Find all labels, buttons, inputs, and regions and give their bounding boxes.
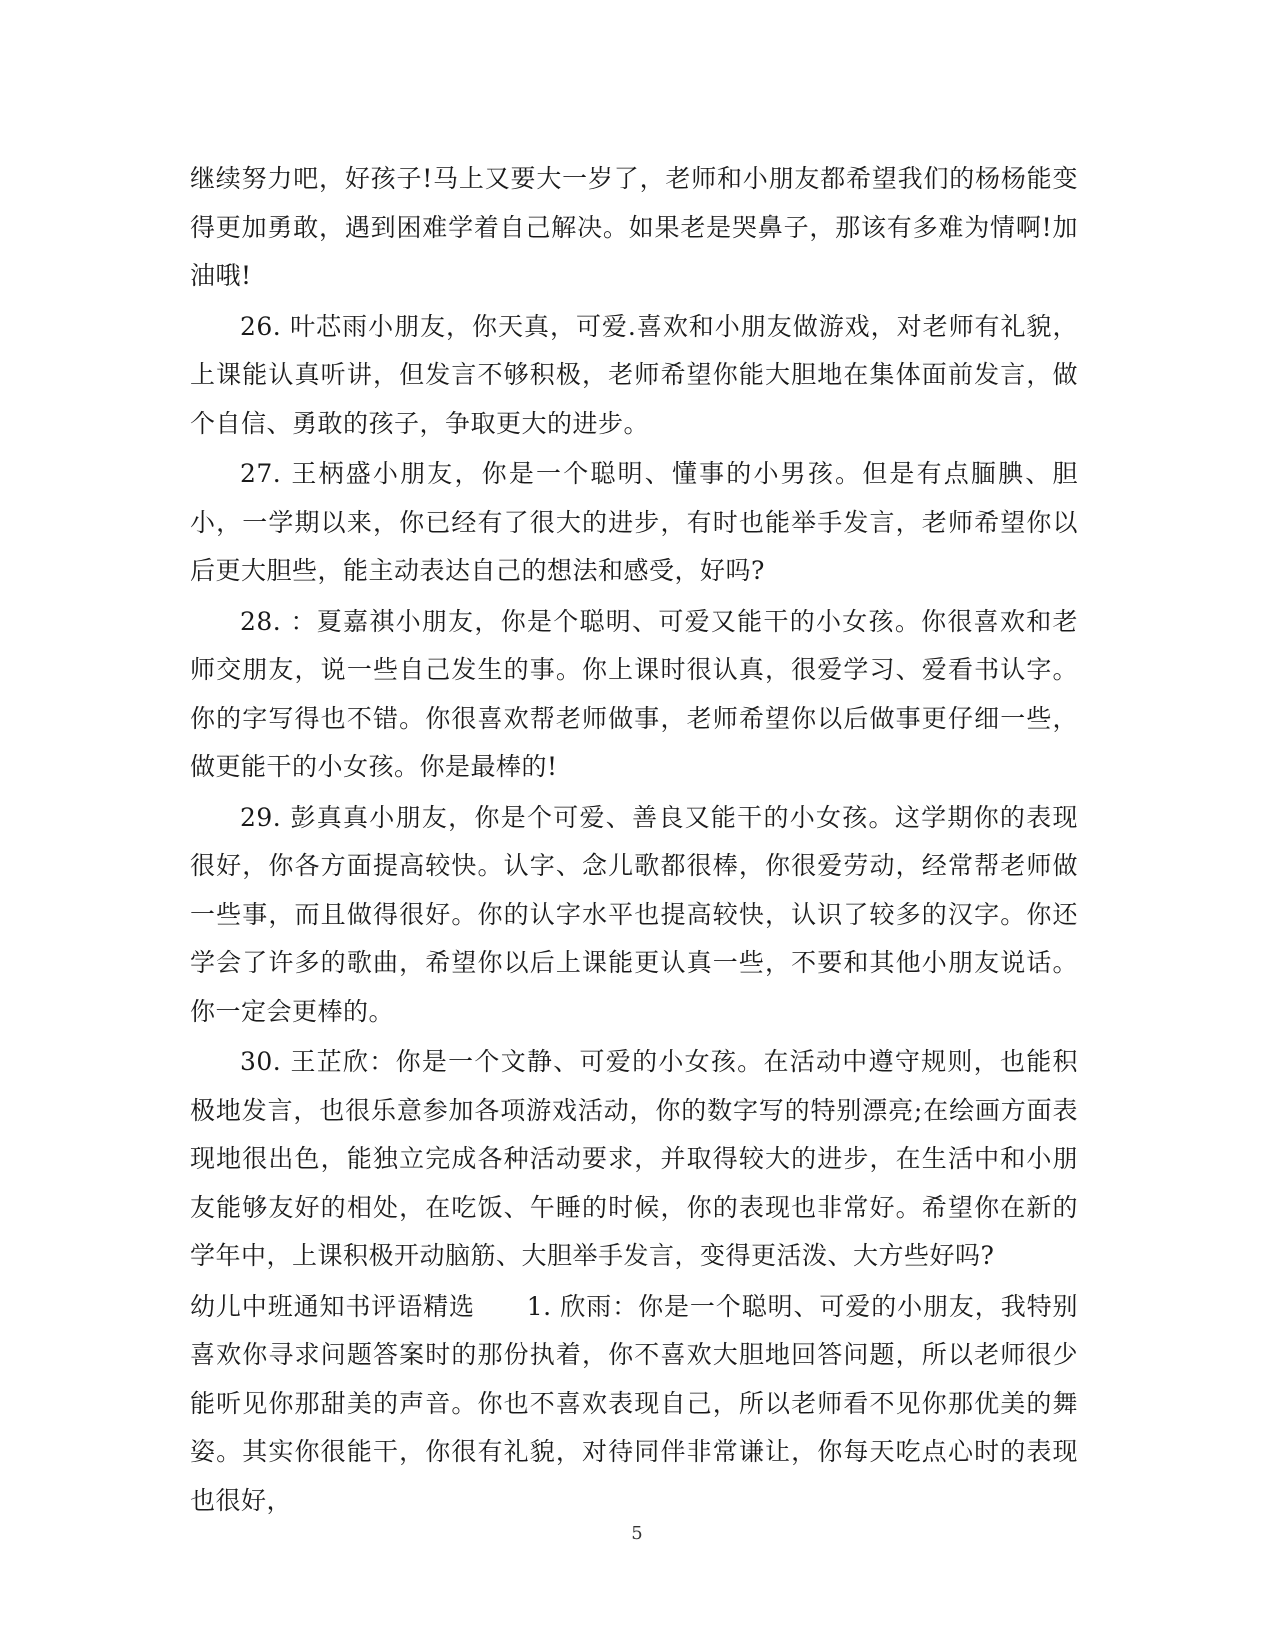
paragraph-item-30: 30. 王芷欣：你是一个文静、可爱的小女孩。在活动中遵守规则，也能积极地发言，也很乐意参加各项游戏活动，你的数字写的特别漂亮;在绘画方面表现地很出色，能独立完成各种活动要求，并取得较大的进步，在生活中和小朋友能够友好的相处，在吃饭、午睡的时候，你的表现也非常好。希望你在新的学年中，上课积极开动脑筋、大胆举手发言，变得更活泼、大方些好吗? [190, 1047, 1078, 1270]
paragraph-item-26: 26. 叶芯雨小朋友，你天真，可爱.喜欢和小朋友做游戏，对老师有礼貌，上课能认真听讲，但发言不够积极，老师希望你能大胆地在集体面前发言，做个自信、勇敢的孩子，争取更大的进步。 [190, 311, 1078, 438]
page-number: 5 [631, 1523, 643, 1544]
paragraph-section-heading: 幼儿中班通知书评语精选 1. 欣雨：你是一个聪明、可爱的小朋友，我特别喜欢你寻求问题答案时的那份执着，你不喜欢大胆地回答问题，所以老师很少能听见你那甜美的声音。你也不喜欢表现自己，所以老师看不见你那优美的舞姿。其实你很能干，你很有礼貌，对待同伴非常谦让，你每天吃点心时的表现也很好， [190, 1291, 1078, 1515]
paragraph-item-28: 28. ：夏嘉祺小朋友，你是个聪明、可爱又能干的小女孩。你很喜欢和老师交朋友，说一些自己发生的事。你上课时很认真，很爱学习、爱看书认字。你的字写得也不错。你很喜欢帮老师做事，老师希望你以后做事更仔细一些，做更能干的小女孩。你是最棒的! [190, 606, 1078, 781]
paragraph-continuation: 继续努力吧，好孩子!马上又要大一岁了，老师和小朋友都希望我们的杨杨能变得更加勇敢，遇到困难学着自己解决。如果老是哭鼻子，那该有多难为情啊!加油哦! [190, 164, 1078, 290]
paragraph-item-29: 29. 彭真真小朋友，你是个可爱、善良又能干的小女孩。这学期你的表现很好，你各方面提高较快。认字、念儿歌都很棒，你很爱劳动，经常帮老师做一些事，而且做得很好。你的认字水平也提高较快，认识了较多的汉字。你还学会了许多的歌曲，希望你以后上课能更认真一些，不要和其他小朋友说话。你一定会更棒的。 [190, 802, 1078, 1026]
paragraph-item-27: 27. 王柄盛小朋友，你是一个聪明、懂事的小男孩。但是有点腼腆、胆小，一学期以来，你已经有了很大的进步，有时也能举手发言，老师希望你以后更大胆些，能主动表达自己的想法和感受，好吗? [190, 459, 1078, 585]
document-body [190, 155, 1078, 1525]
